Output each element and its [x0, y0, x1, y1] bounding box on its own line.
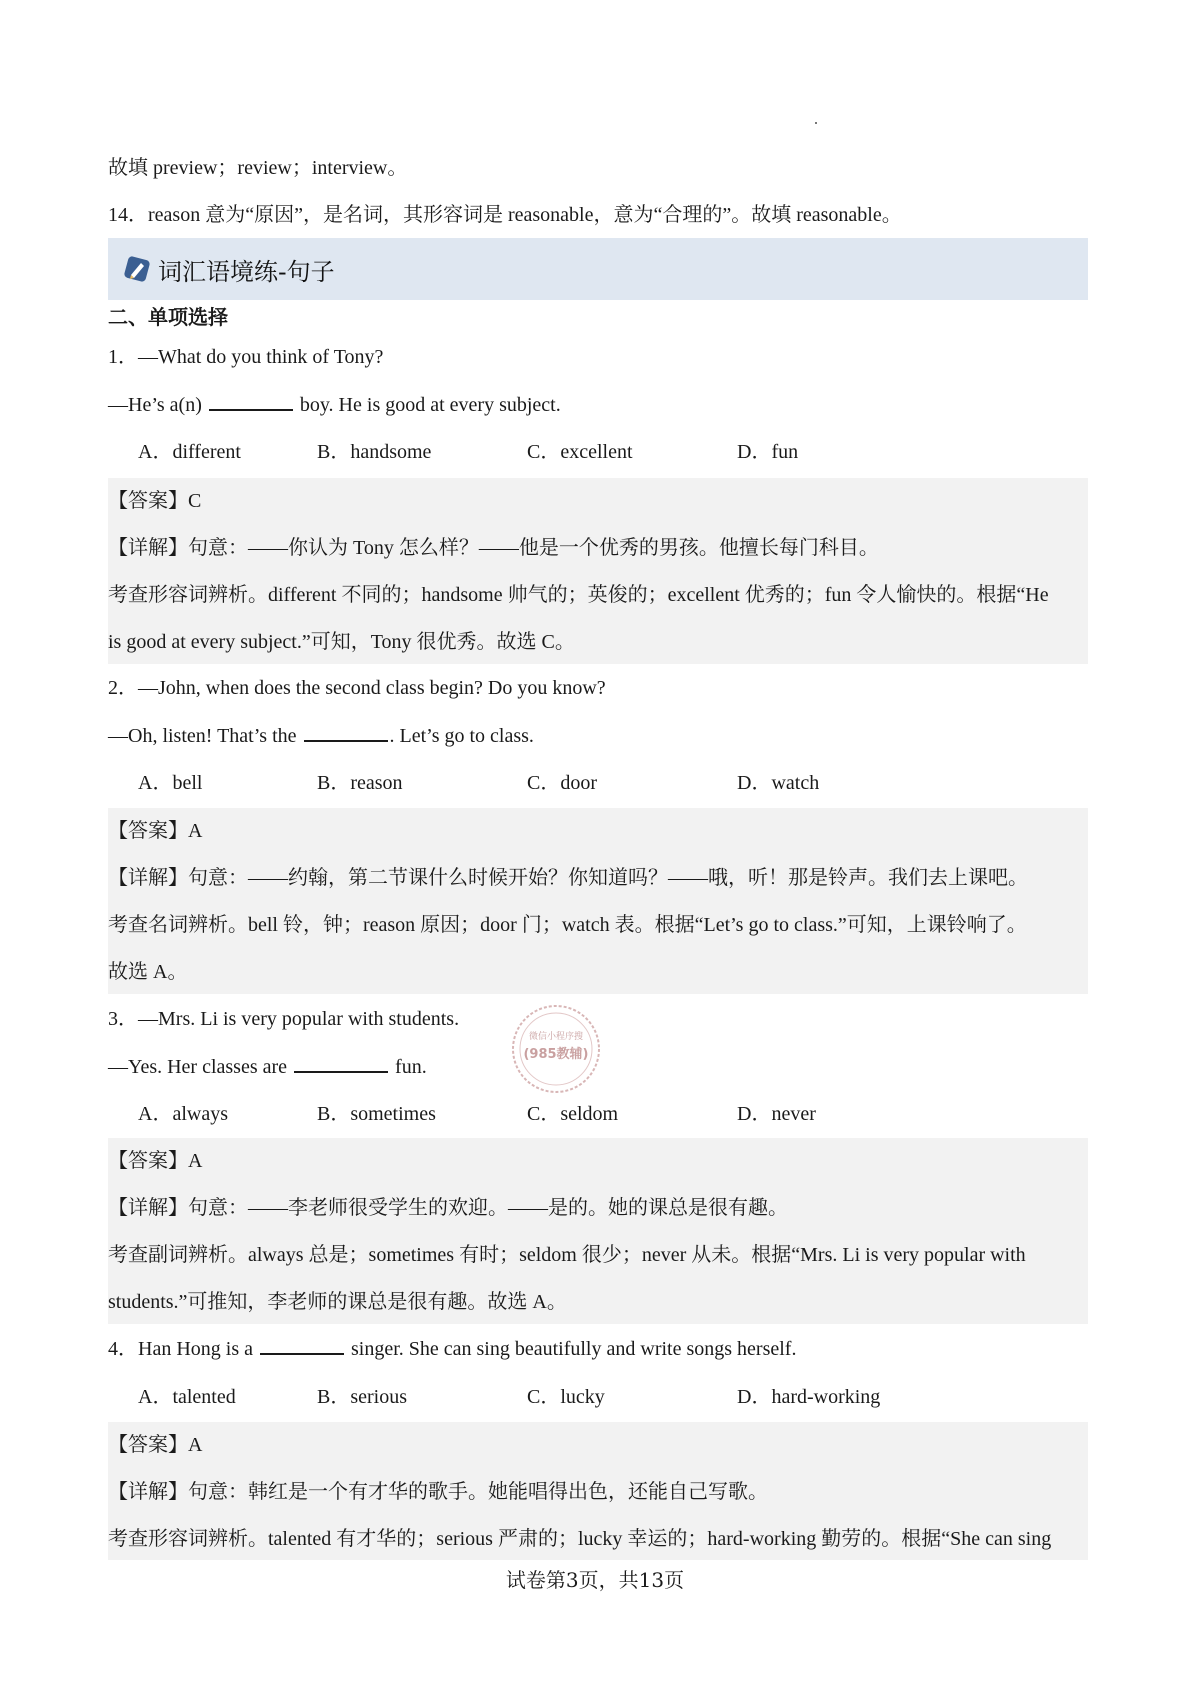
- scan-dot: [815, 122, 817, 124]
- answer-blank: [294, 1053, 388, 1073]
- q4-detail-1: 【详解】句意：韩红是一个有才华的歌手。她能唱得出色，还能自己写歌。: [108, 1481, 768, 1503]
- intro-line-1: 故填 preview；review；interview。: [108, 157, 408, 179]
- stamp-top-text: 微信小程序搜: [528, 1032, 584, 1042]
- q2-detail-1: 【详解】句意：——约翰，第二节课什么时候开始？你知道吗？——哦，听！那是铃声。我们去上课吧。: [108, 867, 1028, 889]
- q3-detail-3: students.”可推知，李老师的课总是很有趣。故选 A。: [108, 1291, 567, 1313]
- q2-option-d[interactable]: D．watch: [737, 772, 820, 794]
- section-header: [108, 238, 1088, 300]
- section-title: 词汇语境练-句子: [158, 257, 335, 286]
- q1-stem: 1．—What do you think of Tony?: [108, 346, 384, 368]
- q3-option-a[interactable]: A．always: [138, 1103, 228, 1125]
- q3-option-b[interactable]: B．sometimes: [317, 1103, 436, 1125]
- answer-blank: [209, 391, 293, 411]
- page-footer: 试卷第3页，共13页: [505, 1568, 685, 1592]
- watermark-seal-icon: [510, 1003, 602, 1095]
- q1-detail-3: is good at every subject.”可知，Tony 很优秀。故选 C。: [108, 631, 575, 653]
- q4-answer: 【答案】A: [108, 1434, 203, 1456]
- q3-stem: 3．—Mrs. Li is very popular with students.: [108, 1008, 460, 1030]
- q1-option-c[interactable]: C．excellent: [527, 441, 633, 463]
- answer-blank: [260, 1335, 344, 1355]
- q1-answer-block: [108, 478, 1088, 664]
- q2-reply: —Oh, listen! That’s the . Let’s go to class.: [108, 721, 1088, 751]
- q2-option-b[interactable]: B．reason: [317, 772, 403, 794]
- q2-detail-3: 故选 A。: [108, 961, 188, 983]
- q2-answer-block: [108, 808, 1088, 994]
- part-label: 二、单项选择: [108, 305, 228, 329]
- q4-stem: 4．Han Hong is a singer. She can sing beautifully and write songs herself.: [108, 1334, 1088, 1364]
- q4-option-b[interactable]: B．serious: [317, 1386, 407, 1408]
- q4-detail-2: 考查形容词辨析。talented 有才华的；serious 严肃的；lucky 幸运的；hard-working 勤劳的。根据“She can sing: [108, 1528, 1052, 1550]
- q1-detail-2: 考查形容词辨析。different 不同的；handsome 帅气的；英俊的；excellent 优秀的；fun 令人愉快的。根据“He: [108, 584, 1049, 606]
- q3-answer-block: [108, 1138, 1088, 1324]
- q3-reply: —Yes. Her classes are fun.: [108, 1052, 1088, 1082]
- q4-option-d[interactable]: D．hard-working: [737, 1386, 881, 1408]
- q1-reply: —He’s a(n) boy. He is good at every subject.: [108, 390, 1088, 420]
- pencil-icon: [122, 254, 152, 284]
- q1-option-b[interactable]: B．handsome: [317, 441, 432, 463]
- q2-stem: 2．—John, when does the second class begin? Do you know?: [108, 677, 606, 699]
- q1-answer: 【答案】C: [108, 490, 202, 512]
- q3-answer: 【答案】A: [108, 1150, 203, 1172]
- intro-line-2: 14．reason 意为“原因”，是名词，其形容词是 reasonable，意为“合理的”。故填 reasonable。: [108, 204, 902, 226]
- stamp-mid-text: (985教辅): [523, 1047, 589, 1062]
- q3-detail-1: 【详解】句意：——李老师很受学生的欢迎。——是的。她的课总是很有趣。: [108, 1197, 788, 1219]
- q1-option-d[interactable]: D．fun: [737, 441, 799, 463]
- q3-option-c[interactable]: C．seldom: [527, 1103, 619, 1125]
- q4-option-c[interactable]: C．lucky: [527, 1386, 605, 1408]
- q4-answer-block: [108, 1422, 1088, 1560]
- q2-detail-2: 考查名词辨析。bell 铃，钟；reason 原因；door 门；watch 表。根据“Let’s go to class.”可知，上课铃响了。: [108, 914, 1027, 936]
- q2-option-a[interactable]: A．bell: [138, 772, 203, 794]
- q2-option-c[interactable]: C．door: [527, 772, 597, 794]
- q4-option-a[interactable]: A．talented: [138, 1386, 236, 1408]
- q2-answer: 【答案】A: [108, 820, 203, 842]
- q1-option-a[interactable]: A．different: [138, 441, 241, 463]
- answer-blank: [304, 722, 388, 742]
- q3-detail-2: 考查副词辨析。always 总是；sometimes 有时；seldom 很少；never 从未。根据“Mrs. Li is very popular with: [108, 1244, 1026, 1266]
- q3-option-d[interactable]: D．never: [737, 1103, 816, 1125]
- q1-detail-1: 【详解】句意：——你认为 Tony 怎么样？——他是一个优秀的男孩。他擅长每门科目。: [108, 537, 879, 559]
